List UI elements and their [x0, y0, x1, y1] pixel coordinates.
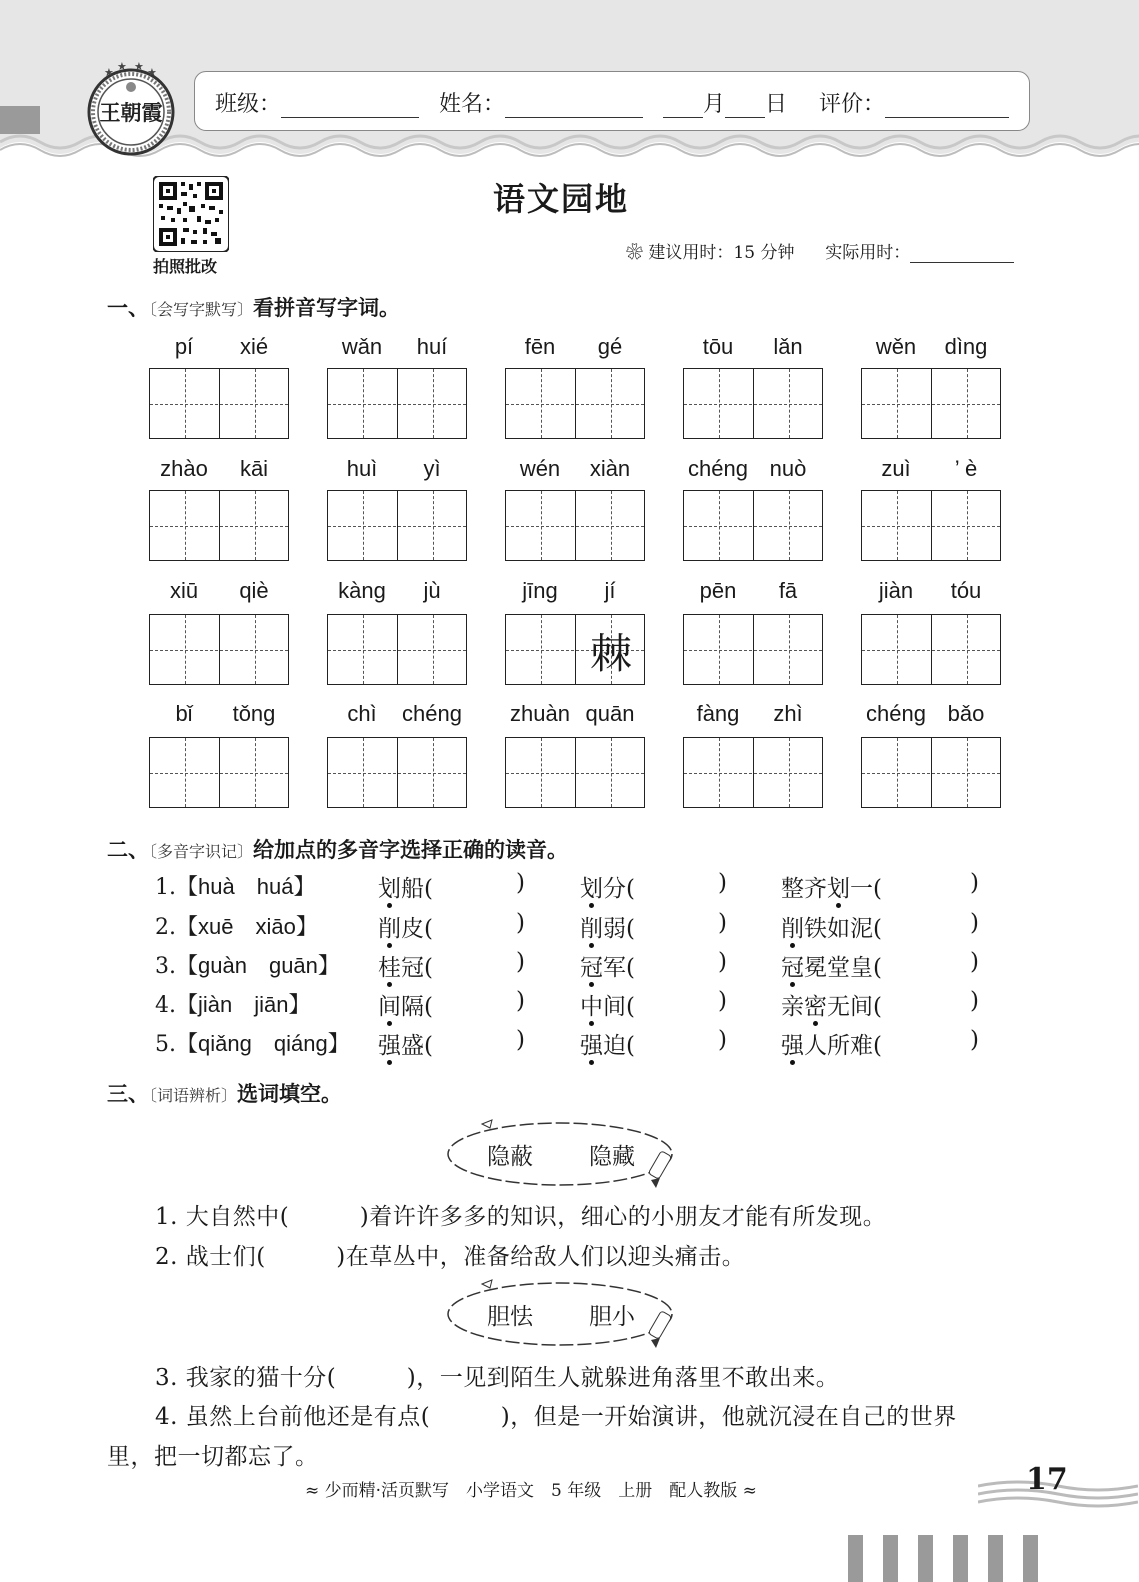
page-number: 17 — [1026, 1462, 1068, 1497]
pinyin-label: bǎo — [947, 701, 985, 726]
answer-blank-close[interactable]: ) — [516, 1027, 525, 1053]
name-field[interactable]: 姓名： — [439, 87, 643, 118]
svg-text:★: ★ — [147, 66, 157, 79]
section3-heading: 三、〔词语辨析〕选词填空。 — [107, 1082, 343, 1106]
pinyin-label: wěn — [875, 334, 917, 359]
date-field[interactable]: 月 日 — [663, 87, 787, 118]
writing-box[interactable] — [683, 490, 823, 561]
answer-blank-close[interactable]: ) — [516, 910, 525, 936]
answer-blank-close[interactable]: ) — [970, 870, 979, 896]
pinyin-label: fēn — [524, 334, 556, 359]
writing-box[interactable] — [327, 490, 467, 561]
writing-box[interactable] — [505, 737, 645, 808]
polyphone-word: 划分( — [580, 876, 635, 902]
writing-box[interactable] — [327, 368, 467, 439]
filled-character: 棘 — [589, 628, 632, 678]
pinyin-options: 3.【guàn guān】 — [155, 953, 340, 979]
flower-icon: ❀ — [626, 243, 643, 263]
svg-text:★: ★ — [117, 62, 127, 73]
pinyin-options: 4.【jiàn jiān】 — [155, 992, 311, 1018]
answer-blank-close[interactable]: ) — [718, 910, 727, 936]
pinyin-label: zuì — [881, 456, 911, 481]
choice-word-3: 胆怯 — [487, 1304, 533, 1330]
answer-blank-close[interactable]: ) — [970, 988, 979, 1014]
footer-bar — [918, 1535, 933, 1582]
choice-word-1: 隐蔽 — [487, 1144, 533, 1170]
footer-bar — [953, 1535, 968, 1582]
answer-blank-close[interactable]: ) — [516, 949, 525, 975]
pencil-icon — [648, 1151, 671, 1188]
pinyin-label: fàng — [696, 701, 740, 726]
pinyin-label: chéng — [402, 701, 462, 726]
pinyin-label: lǎn — [773, 334, 803, 359]
polyphone-word: 削铁如泥( — [781, 916, 882, 942]
footer-bar — [988, 1535, 1003, 1582]
pinyin-label: zhì — [773, 701, 803, 726]
class-field[interactable]: 班级： — [215, 87, 419, 118]
pinyin-options: 2.【xuē xiāo】 — [155, 914, 318, 940]
suggested-time: 建议用时：15 分钟 — [648, 243, 795, 263]
actual-time-input[interactable] — [910, 244, 1014, 263]
student-info-box — [194, 71, 1030, 131]
footer-bar — [1023, 1535, 1038, 1582]
pinyin-label: fā — [778, 578, 798, 603]
pinyin-label: tǒng — [232, 701, 276, 726]
writing-box[interactable] — [149, 490, 289, 561]
actual-time-label: 实际用时： — [825, 243, 911, 263]
answer-blank-close[interactable]: ) — [970, 1027, 979, 1053]
pinyin-label: jiàn — [878, 578, 914, 603]
writing-box[interactable] — [683, 614, 823, 685]
polyphone-word: 间隔( — [378, 994, 433, 1020]
writing-box[interactable] — [149, 737, 289, 808]
pinyin-options: 1.【huà huá】 — [155, 874, 316, 900]
answer-blank-close[interactable]: ) — [718, 988, 727, 1014]
pinyin-label: jīng — [522, 578, 558, 603]
writing-box[interactable] — [327, 737, 467, 808]
writing-box[interactable] — [861, 614, 1001, 685]
answer-blank-close[interactable]: ) — [718, 949, 727, 975]
pinyin-label: xiàn — [589, 456, 631, 481]
polyphone-word: 强迫( — [580, 1033, 635, 1059]
footer-text: ≈ 少而精·活页默写 小学语文 5 年级 上册 配人教版 ≈ — [305, 1481, 757, 1501]
writing-box[interactable] — [861, 368, 1001, 439]
side-tab — [0, 106, 40, 134]
polyphone-word: 亲密无间( — [781, 994, 882, 1020]
polyphone-word: 冠冕堂皇( — [781, 955, 882, 981]
polyphone-word: 划船( — [378, 876, 433, 902]
pinyin-label: dìng — [944, 334, 988, 359]
sentence-1: 1. 大自然中( )着许许多多的知识，细心的小朋友才能有所发现。 — [155, 1204, 887, 1230]
svg-text:★: ★ — [134, 62, 144, 73]
pinyin-label: kàng — [338, 578, 386, 603]
polyphone-word: 冠军( — [580, 955, 635, 981]
pinyin-label: chéng — [688, 456, 748, 481]
qr-label: 拍照批改 — [153, 257, 218, 276]
pinyin-label: wén — [519, 456, 561, 481]
pinyin-options: 5.【qiǎng qiáng】 — [155, 1031, 350, 1057]
pinyin-label: chì — [347, 701, 377, 726]
writing-box[interactable] — [861, 490, 1001, 561]
rating-field[interactable]: 评价： — [819, 87, 1009, 118]
pinyin-label: jí — [604, 578, 616, 603]
pinyin-label: bǐ — [175, 701, 193, 726]
sentence-2: 2. 战士们( )在草丛中，准备给敌人们以迎头痛击。 — [155, 1244, 746, 1270]
word-choice-oval-1 — [446, 1118, 682, 1188]
pinyin-label: kāi — [239, 456, 269, 481]
section2-heading: 二、〔多音字识记〕给加点的多音字选择正确的读音。 — [107, 838, 569, 862]
brand-logo — [84, 62, 178, 156]
writing-box[interactable] — [505, 368, 645, 439]
writing-box[interactable] — [505, 490, 645, 561]
polyphone-word: 桂冠( — [378, 955, 433, 981]
answer-blank-close[interactable]: ) — [718, 1027, 727, 1053]
polyphone-word: 削弱( — [580, 916, 635, 942]
writing-box[interactable] — [683, 368, 823, 439]
pinyin-label: pí — [174, 334, 194, 359]
pinyin-label: pēn — [699, 578, 737, 603]
choice-word-4: 胆小 — [589, 1304, 635, 1330]
pinyin-label: huí — [416, 334, 448, 359]
writing-box[interactable] — [505, 614, 645, 685]
pinyin-label: gé — [597, 334, 623, 359]
time-row — [626, 238, 1014, 263]
word-choice-oval-2 — [446, 1278, 682, 1348]
pinyin-label: tōu — [702, 334, 734, 359]
pinyin-label: huì — [346, 456, 378, 481]
pinyin-label: qiè — [239, 578, 269, 603]
writing-box[interactable] — [861, 737, 1001, 808]
pinyin-label: chéng — [866, 701, 926, 726]
footer-bar — [883, 1535, 898, 1582]
pencil-icon — [648, 1311, 671, 1348]
pinyin-label: tóu — [950, 578, 982, 603]
pinyin-label: wǎn — [341, 334, 383, 359]
sentence-4-continued: 里，把一切都忘了。 — [107, 1444, 319, 1470]
polyphone-word: 中间( — [580, 994, 635, 1020]
pinyin-label: nuò — [769, 456, 807, 481]
writing-box[interactable] — [683, 737, 823, 808]
polyphone-word: 整齐划一( — [781, 876, 882, 902]
pinyin-label: jù — [423, 578, 441, 603]
qr-code[interactable] — [153, 176, 229, 252]
answer-blank-close[interactable]: ) — [516, 870, 525, 896]
svg-text:王朝霞: 王朝霞 — [99, 100, 163, 125]
pinyin-label: zhào — [160, 456, 208, 481]
pinyin-label: quān — [585, 701, 635, 726]
polyphone-word: 强人所难( — [781, 1033, 882, 1059]
pinyin-label: zhuàn — [510, 701, 570, 726]
pinyin-label: ’ è — [954, 456, 978, 481]
answer-blank-close[interactable]: ) — [516, 988, 525, 1014]
polyphone-word: 强盛( — [378, 1033, 433, 1059]
choice-word-2: 隐藏 — [589, 1144, 635, 1170]
section1-heading: 一、〔会写字默写〕看拼音写字词。 — [107, 296, 401, 320]
footer-bar — [848, 1535, 863, 1582]
pinyin-label: xiū — [169, 578, 199, 603]
pinyin-label: xié — [239, 334, 269, 359]
pinyin-label: yì — [423, 456, 441, 481]
answer-blank-close[interactable]: ) — [970, 949, 979, 975]
sentence-3: 3. 我家的猫十分( )，一见到陌生人就躲进角落里不敢出来。 — [155, 1365, 840, 1391]
writing-box[interactable] — [149, 368, 289, 439]
sentence-4: 4. 虽然上台前他还是有点( )，但是一开始演讲，他就沉浸在自己的世界 — [155, 1404, 957, 1430]
answer-blank-close[interactable]: ) — [970, 910, 979, 936]
writing-box[interactable] — [149, 614, 289, 685]
svg-text:★: ★ — [104, 66, 114, 79]
writing-box[interactable] — [327, 614, 467, 685]
polyphone-word: 削皮( — [378, 916, 433, 942]
page-title: 语文园地 — [493, 180, 630, 218]
answer-blank-close[interactable]: ) — [718, 870, 727, 896]
